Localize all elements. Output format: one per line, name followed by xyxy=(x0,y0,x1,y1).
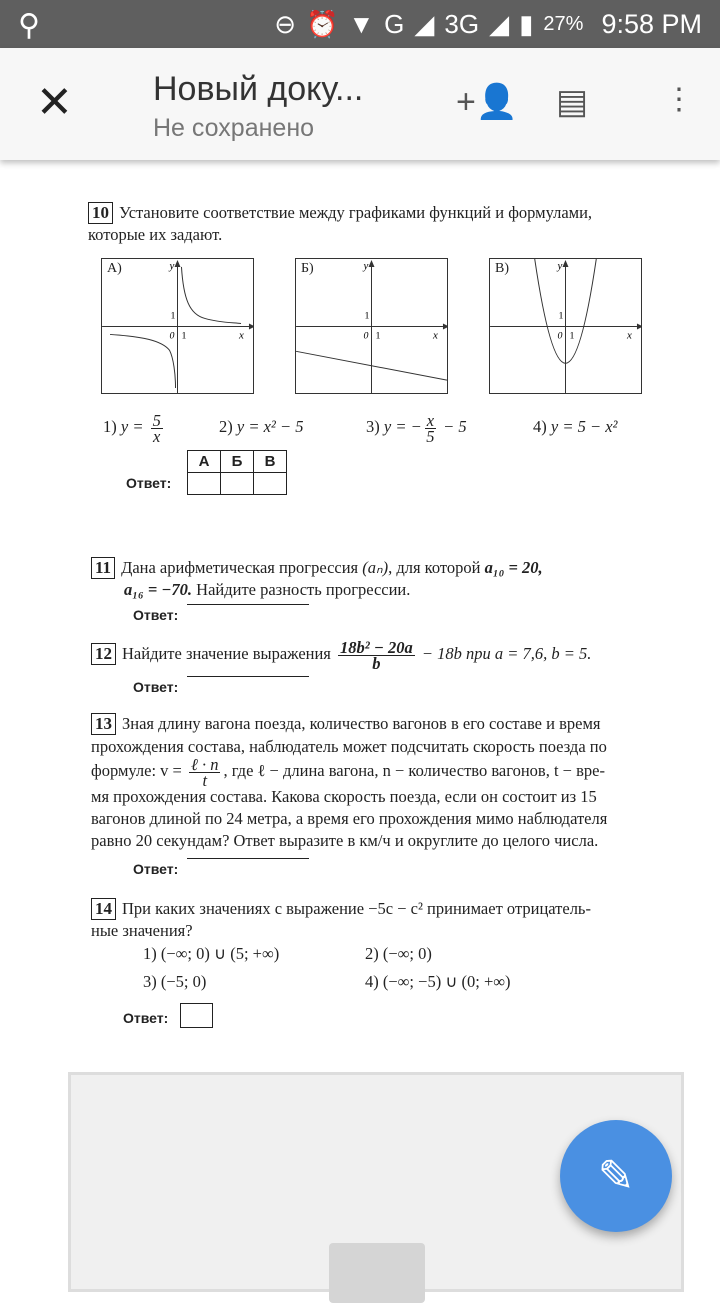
option-1: 1) y = $\frac{5}{x}$ xyxy=(103,410,161,446)
svg-text:0: 0 xyxy=(169,330,175,342)
answer-cell-a[interactable] xyxy=(188,473,221,495)
answer-box-14[interactable] xyxy=(180,1003,213,1028)
q13-line2: прохождения состава, наблюдатель может подсчитать скорость поезда по xyxy=(91,737,607,756)
option-3: 3) y = − $\frac{x}{5}$ − 5 xyxy=(366,410,467,446)
svg-text:y: y xyxy=(169,259,175,272)
status-bar xyxy=(0,0,720,48)
answer-label: Ответ: xyxy=(126,475,172,491)
svg-text:0: 0 xyxy=(557,330,563,342)
svg-text:1: 1 xyxy=(558,310,564,322)
dnd-icon: ⊖ xyxy=(274,8,297,39)
wifi-icon: ▼ xyxy=(348,8,375,39)
clock: 9:58 PM xyxy=(601,8,702,39)
app-toolbar xyxy=(0,48,720,160)
svg-text:1: 1 xyxy=(569,330,575,342)
graph-label: Б) xyxy=(301,261,314,276)
answer-label: Ответ: xyxy=(133,861,179,877)
q10-text: Установите соответствие между графиками функций и формулами, xyxy=(119,203,593,222)
q13-line5: вагонов длиной по 24 метра, а время его прохождения мимо наблюдателя xyxy=(91,809,608,828)
question-number: 14 xyxy=(91,898,116,920)
pencil-icon: ✎ xyxy=(597,1151,635,1201)
q14-line2: ные значения? xyxy=(91,921,193,940)
answer-field-11[interactable] xyxy=(187,604,309,605)
more-options-icon[interactable]: ⋮ xyxy=(664,83,694,116)
q14-line1: 14 При каких значениях c выражение −5c − c² принимает отрицатель- xyxy=(91,898,591,920)
question-number: 11 xyxy=(91,557,115,579)
save-status: Не сохранено xyxy=(153,114,315,142)
answer-field-13[interactable] xyxy=(187,858,309,859)
q11-line2: a₁₆ = −70. Найдите разность прогрессии. xyxy=(124,580,411,599)
q10-line1 xyxy=(88,202,592,224)
svg-text:y: y xyxy=(363,259,369,272)
answer-label: Ответ: xyxy=(133,607,179,623)
q14-option-3: 3) (−5; 0) xyxy=(143,972,207,991)
battery-level: 27% xyxy=(543,12,584,35)
answer-label: Ответ: xyxy=(133,679,179,695)
answer-table xyxy=(187,450,287,495)
q13-line6: равно 20 секундам? Ответ выразите в км/ч и округлите до целого числа. xyxy=(91,831,599,850)
image-placeholder xyxy=(329,1243,425,1303)
header-v: В xyxy=(254,451,287,473)
answer-field-12[interactable] xyxy=(187,676,309,677)
q14-option-4: 4) (−∞; −5) ∪ (0; +∞) xyxy=(365,972,511,991)
q12-line: 12 Найдите значение выражения $\frac{\text{18b² − 20a}}{b}$ − 18b при a = 7,6, b = 5. xyxy=(91,643,591,665)
graph-v xyxy=(489,258,642,394)
q11-line1: 11 Дана арифметическая прогрессия (aₙ), для которой a₁₀ = 20, xyxy=(91,557,543,579)
q13-line3: формуле: v = $\frac{\text{ℓ · n}}{t}$ , где ℓ − длина вагона, n − количество вагонов, t − вре- xyxy=(91,754,605,790)
q13-line4: мя прохождения состава. Какова скорость поезда, если он состоит из 15 xyxy=(91,787,597,806)
option-4: 4) y = 5 − x² xyxy=(533,417,618,436)
answer-cell-v[interactable] xyxy=(254,473,287,495)
graph-a xyxy=(101,258,254,394)
document-title: Новый доку... xyxy=(153,70,364,108)
svg-text:1: 1 xyxy=(170,310,176,322)
q14-option-2: 2) (−∞; 0) xyxy=(365,944,432,963)
question-number: 13 xyxy=(91,713,116,735)
answer-cell-b[interactable] xyxy=(221,473,254,495)
close-icon[interactable]: ✕ xyxy=(36,78,73,127)
document-page xyxy=(0,160,720,1040)
svg-text:x: x xyxy=(239,329,244,342)
graph-label: В) xyxy=(495,261,509,276)
graph-label: А) xyxy=(107,261,122,276)
battery-icon: ▮ xyxy=(519,8,534,39)
signal-icon-2: ◢ xyxy=(489,8,510,39)
q10-line2: которые их задают. xyxy=(88,225,223,244)
svg-text:1: 1 xyxy=(375,330,381,342)
comment-icon[interactable]: ▤ xyxy=(556,83,589,121)
option-2: 2) y = x² − 5 xyxy=(219,417,304,436)
svg-text:y: y xyxy=(557,259,563,272)
graph-b-plot xyxy=(296,259,447,393)
edit-button[interactable] xyxy=(560,1120,672,1232)
svg-text:1: 1 xyxy=(181,330,187,342)
q13-line1: 13 Зная длину вагона поезда, количество вагонов в его составе и время xyxy=(91,713,600,735)
header-a: А xyxy=(188,451,221,473)
svg-text:0: 0 xyxy=(363,330,369,342)
q14-option-1: 1) (−∞; 0) ∪ (5; +∞) xyxy=(143,944,280,963)
graph-b xyxy=(295,258,448,394)
search-icon[interactable]: ⚲ xyxy=(18,9,40,42)
signal-icon: ◢ xyxy=(414,8,435,39)
svg-text:1: 1 xyxy=(364,310,370,322)
add-person-icon[interactable]: +👤 xyxy=(456,83,519,121)
alarm-icon: ⏰ xyxy=(306,8,339,39)
graph-v-plot xyxy=(490,259,641,393)
network-label: 3G xyxy=(444,8,480,39)
question-number: 12 xyxy=(91,643,116,665)
svg-text:x: x xyxy=(627,329,632,342)
carrier-label: G xyxy=(384,8,405,39)
graph-a-plot xyxy=(102,259,253,393)
answer-label: Ответ: xyxy=(123,1010,169,1026)
question-number: 10 xyxy=(88,202,113,224)
svg-text:x: x xyxy=(433,329,438,342)
header-b: Б xyxy=(221,451,254,473)
